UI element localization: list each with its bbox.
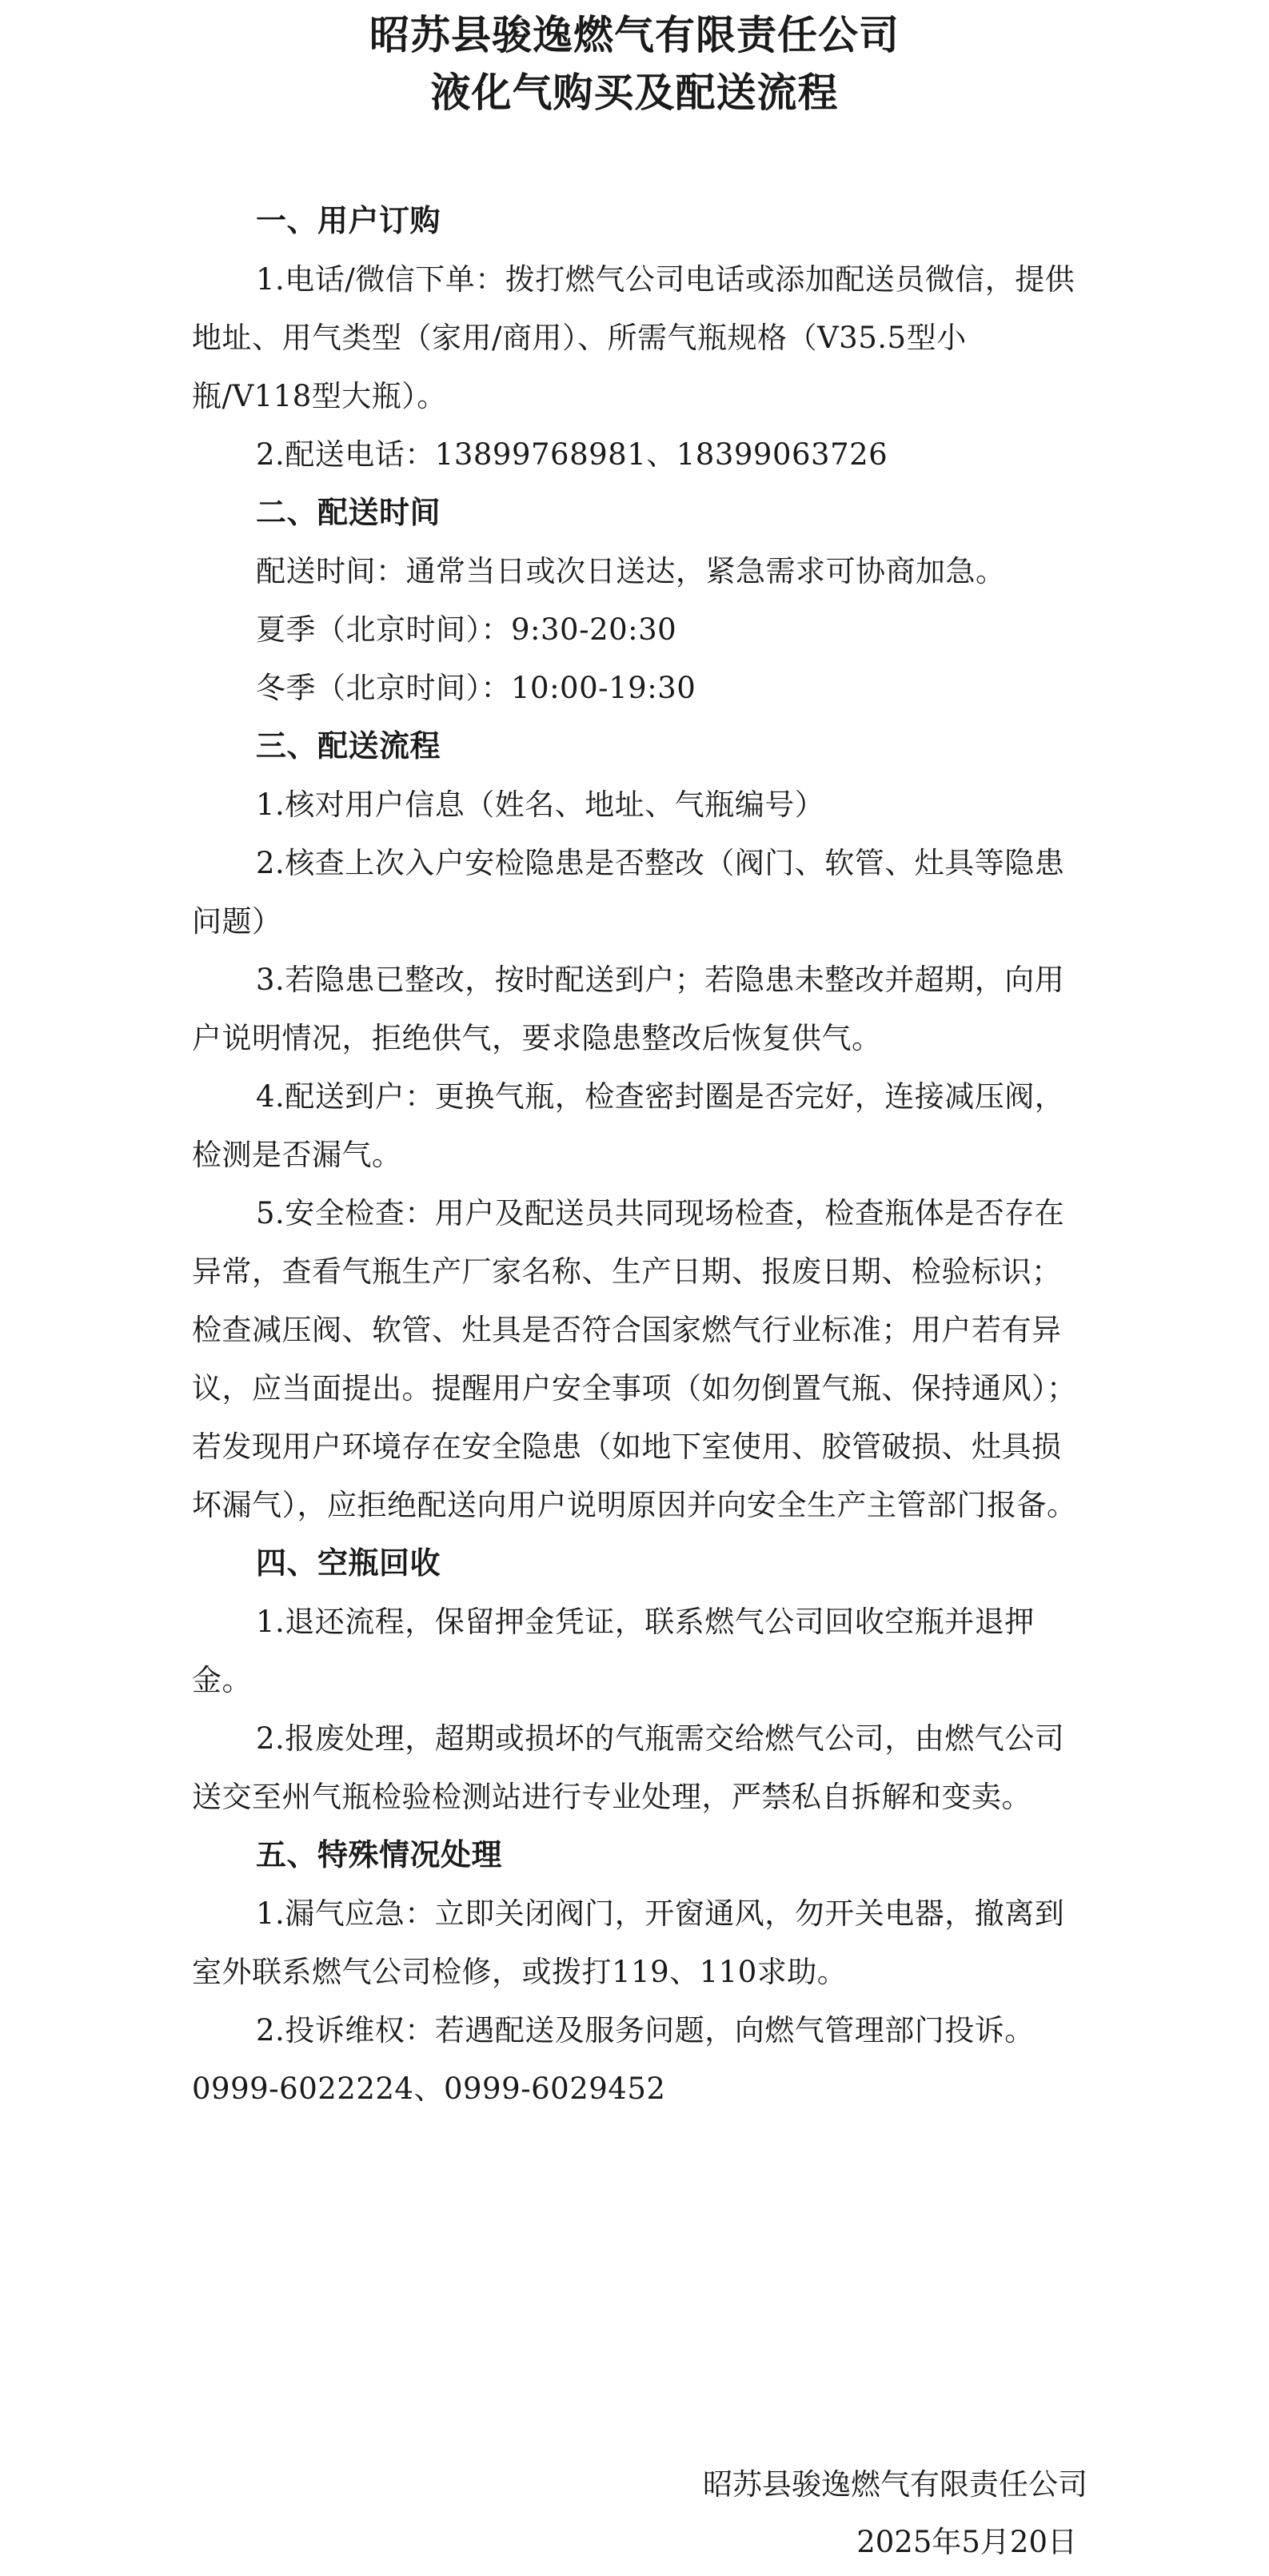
document-body — [192, 192, 1078, 2118]
section-heading-special-cases: 五、特殊情况处理 — [256, 1837, 503, 1872]
paragraph: 2.核查上次入户安检隐患是否整改（阀门、软管、灶具等隐患问题） — [192, 846, 1065, 939]
paragraph: 2.投诉维权：若遇配送及服务问题，向燃气管理部门投诉。0999-6022224、0999-6029452 — [192, 2013, 1035, 2106]
paragraph: 夏季（北京时间）：9:30-20:30 — [256, 612, 677, 647]
paragraph: 配送时间：通常当日或次日送达，紧急需求可协商加急。 — [256, 554, 1006, 588]
paragraph: 5.安全检查：用户及配送员共同现场检查，检查瓶体是否存在异常，查看气瓶生产厂家名称、生产日期、报废日期、检验标识；检查减压阀、软管、灶具是否符合国家燃气行业标准；用户若有异议，应当面提出。提醒用户安全事项（如勿倒置气瓶、保持通风）；若发现用户环境存在安全隐患（如地下室使用、胶管破损、灶具损坏漏气），应拒绝配送向用户说明原因并向安全生产主管部门报备。 — [192, 1196, 1077, 1522]
paragraph: 2.报废处理，超期或损坏的气瓶需交给燃气公司，由燃气公司送交至州气瓶检验检测站进行专业处理，严禁私自拆解和变卖。 — [192, 1721, 1065, 1814]
section-heading-ordering: 一、用户订购 — [256, 203, 441, 238]
section-heading-delivery-time: 二、配送时间 — [256, 495, 441, 530]
paragraph: 冬季（北京时间）：10:00-19:30 — [256, 671, 696, 705]
signature-date: 2025年5月20日 — [856, 2525, 1077, 2559]
paragraph: 4.配送到户：更换气瓶，检查密封圈是否完好，连接减压阀，检测是否漏气。 — [192, 1079, 1065, 1172]
paragraph: 2.配送电话：13899768981、18399063726 — [256, 437, 888, 472]
signature-company: 昭苏县骏逸燃气有限责任公司 — [703, 2467, 1087, 2502]
paragraph: 1.电话/微信下单：拨打燃气公司电话或添加配送员微信，提供地址、用气类型（家用/商用）、所需气瓶规格（V35.5型小瓶/V118型大瓶）。 — [192, 262, 1075, 413]
paragraph: 1.漏气应急：立即关闭阀门，开窗通风，勿开关电器，撤离到室外联系燃气公司检修，或拨打119、110求助。 — [192, 1896, 1065, 1989]
paragraph: 1.核对用户信息（姓名、地址、气瓶编号） — [256, 788, 825, 822]
document-title: 液化气购买及配送流程 — [430, 70, 839, 116]
paragraph: 3.若隐患已整改，按时配送到户；若隐患未整改并超期，向用户说明情况，拒绝供气，要求隐患整改后恢复供气。 — [192, 963, 1065, 1055]
paragraph: 1.退还流程，保留押金凭证，联系燃气公司回收空瓶并退押金。 — [192, 1605, 1035, 1697]
section-heading-cylinder-recycling: 四、空瓶回收 — [256, 1545, 441, 1581]
company-title: 昭苏县骏逸燃气有限责任公司 — [369, 12, 900, 58]
section-heading-delivery-process: 三、配送流程 — [256, 728, 441, 764]
